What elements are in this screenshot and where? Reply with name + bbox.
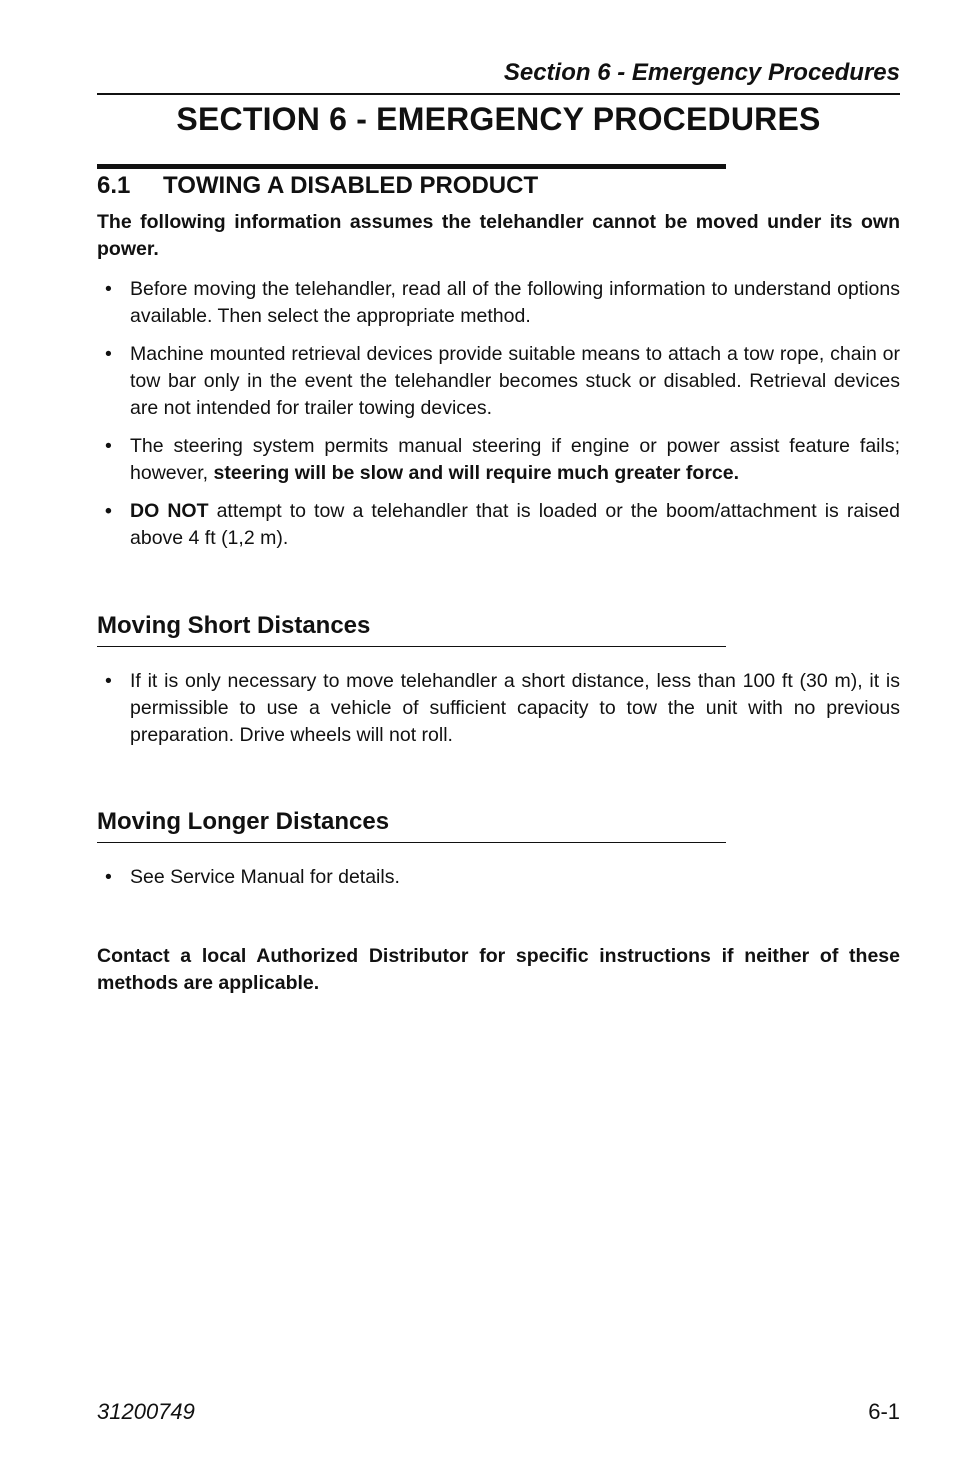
bullet-text: Before moving the telehandler, read all of the following information to understand options available. Then select the appropriate method.	[130, 278, 900, 327]
bullet-text: If it is only necessary to move telehandler a short distance, less than 100 ft (30 m), it is permissible to use a vehicle of sufficient capacity to tow the unit with no previous preparation. Drive wheels will not roll.	[130, 670, 900, 746]
list-item	[97, 433, 900, 487]
contact-note: Contact a local Authorized Distributor for specific instructions if neither of these methods are applicable.	[97, 945, 900, 994]
list-item	[97, 341, 900, 422]
bullet-glyph: •	[105, 343, 112, 365]
list-item	[97, 864, 900, 891]
intro-paragraph: The following information assumes the telehandler cannot be moved under its own power.	[97, 211, 900, 260]
subsection-title	[97, 171, 538, 201]
section-divider	[97, 164, 726, 169]
main-bullet-list	[97, 276, 900, 563]
bullet-glyph: •	[105, 866, 112, 888]
bullet-emphasis: steering will be slow and will require much greater force.	[213, 462, 740, 484]
bullet-text: See Service Manual for details.	[130, 866, 400, 888]
list-item	[97, 498, 900, 552]
bullet-glyph: •	[105, 435, 112, 457]
subsection-number: 6.1	[97, 172, 131, 199]
longer-distances-list	[97, 864, 900, 902]
bullet-text: attempt to tow a telehandler that is loaded or the boom/attachment is raised above 4 ft (1,2 m).	[130, 500, 900, 549]
subsection-title-text: TOWING A DISABLED PRODUCT	[163, 172, 539, 199]
bullet-glyph: •	[105, 670, 112, 692]
section-title: SECTION 6 - EMERGENCY PROCEDURES	[176, 101, 821, 137]
bullet-glyph: •	[105, 278, 112, 300]
short-distances-list	[97, 668, 900, 760]
list-item	[97, 668, 900, 749]
header-rule	[97, 93, 900, 95]
page-number: 6-1	[868, 1399, 900, 1424]
short-distances-heading: Moving Short Distances	[97, 611, 726, 647]
bullet-emphasis: DO NOT	[130, 500, 209, 522]
longer-distances-heading: Moving Longer Distances	[97, 807, 726, 843]
document-number: 31200749	[97, 1399, 195, 1424]
list-item	[97, 276, 900, 330]
bullet-text: Machine mounted retrieval devices provide suitable means to attach a tow rope, chain or tow bar only in the event the telehandler becomes stuck or disabled. Retrieval devices are not intended for trailer towing devices.	[130, 343, 900, 419]
bullet-text: The steering system permits manual steering if engine or power assist feature fails; however,	[130, 435, 900, 484]
bullet-glyph: •	[105, 500, 112, 522]
running-header: Section 6 - Emergency Procedures	[503, 59, 900, 86]
